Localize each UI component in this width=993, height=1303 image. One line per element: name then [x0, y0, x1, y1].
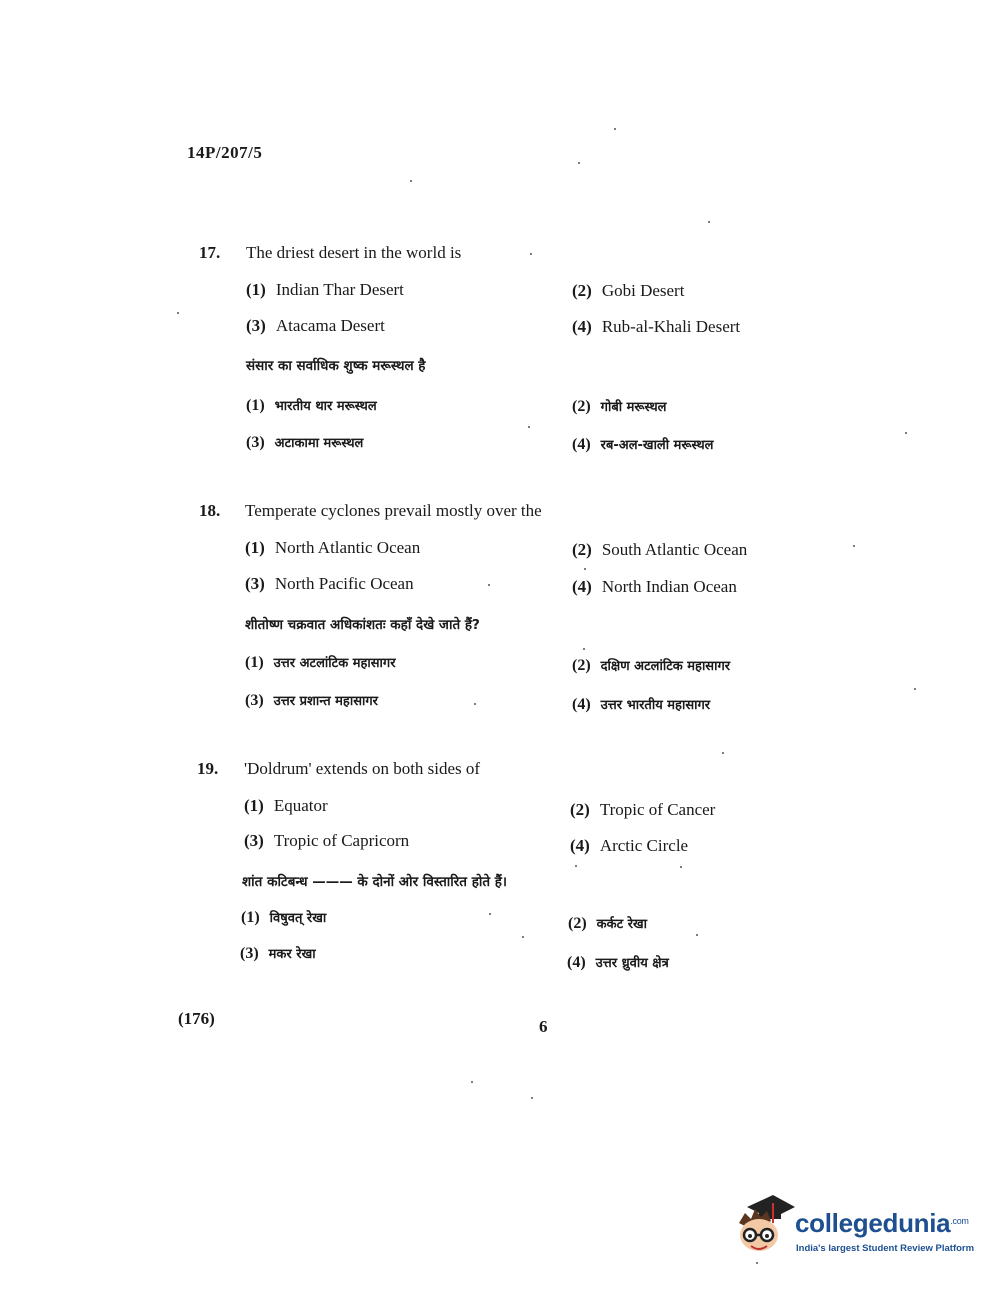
brand-tagline: India's largest Student Review Platform: [796, 1243, 975, 1254]
option-hi-1: (1) विषुवत् रेखा: [241, 909, 327, 926]
option-en-1: (1) Indian Thar Desert: [246, 280, 404, 299]
question-text-en: 'Doldrum' extends on both sides of: [244, 759, 481, 778]
footer-code: (176): [178, 1009, 215, 1028]
question-number: 19.: [197, 759, 219, 778]
question-text-en: Temperate cyclones prevail mostly over the: [245, 501, 542, 520]
option-hi-2: (2) गोबी मरूस्थल: [572, 398, 667, 415]
question-text-en: The driest desert in the world is: [246, 243, 462, 262]
brand-name: collegedunia: [795, 1208, 951, 1238]
page-number: 6: [539, 1017, 548, 1036]
option-hi-1: (1) भारतीय थार मरूस्थल: [246, 397, 377, 414]
option-hi-4: (4) रब-अल-खाली मरूस्थल: [572, 436, 714, 453]
question-number: 17.: [199, 243, 221, 262]
option-en-1: (1) North Atlantic Ocean: [245, 538, 421, 557]
option-en-2: (2) Tropic of Cancer: [570, 800, 716, 819]
option-hi-2: (2) दक्षिण अटलांटिक महासागर: [572, 657, 731, 674]
option-hi-3: (3) अटाकामा मरूस्थल: [246, 434, 364, 451]
option-hi-1: (1) उत्तर अटलांटिक महासागर: [245, 654, 396, 671]
option-en-4: (4) Rub-al-Khali Desert: [572, 317, 741, 336]
question-text-hi: शांत कटिबन्ध ——— के दोनों ओर विस्तारित होते हैं।: [242, 874, 508, 890]
option-en-3: (3) North Pacific Ocean: [245, 574, 414, 593]
option-en-3: (3) Tropic of Capricorn: [244, 831, 410, 850]
option-hi-3: (3) मकर रेखा: [240, 945, 316, 962]
option-en-4: (4) North Indian Ocean: [572, 577, 737, 596]
option-en-3: (3) Atacama Desert: [246, 316, 385, 335]
option-hi-4: (4) उत्तर ध्रुवीय क्षेत्र: [567, 954, 669, 971]
option-hi-2: (2) कर्कट रेखा: [568, 915, 648, 932]
question-number: 18.: [199, 501, 221, 520]
question-text-hi: शीतोष्ण चक्रवात अधिकांशतः कहाँ देखे जाते हैं?: [245, 617, 480, 633]
paper-code: 14P/207/5: [187, 143, 263, 162]
option-en-2: (2) South Atlantic Ocean: [572, 540, 748, 559]
question-text-hi: संसार का सर्वाधिक शुष्क मरूस्थल है: [246, 358, 426, 374]
option-en-1: (1) Equator: [244, 796, 328, 815]
brand-tld: .com: [950, 1216, 969, 1226]
collegedunia-watermark: [733, 1193, 975, 1263]
option-hi-4: (4) उत्तर भारतीय महासागर: [572, 696, 711, 713]
option-en-4: (4) Arctic Circle: [570, 836, 689, 855]
mascot-with-graduation-cap-icon: [733, 1193, 795, 1259]
option-en-2: (2) Gobi Desert: [572, 281, 685, 300]
option-hi-3: (3) उत्तर प्रशान्त महासागर: [245, 692, 378, 709]
